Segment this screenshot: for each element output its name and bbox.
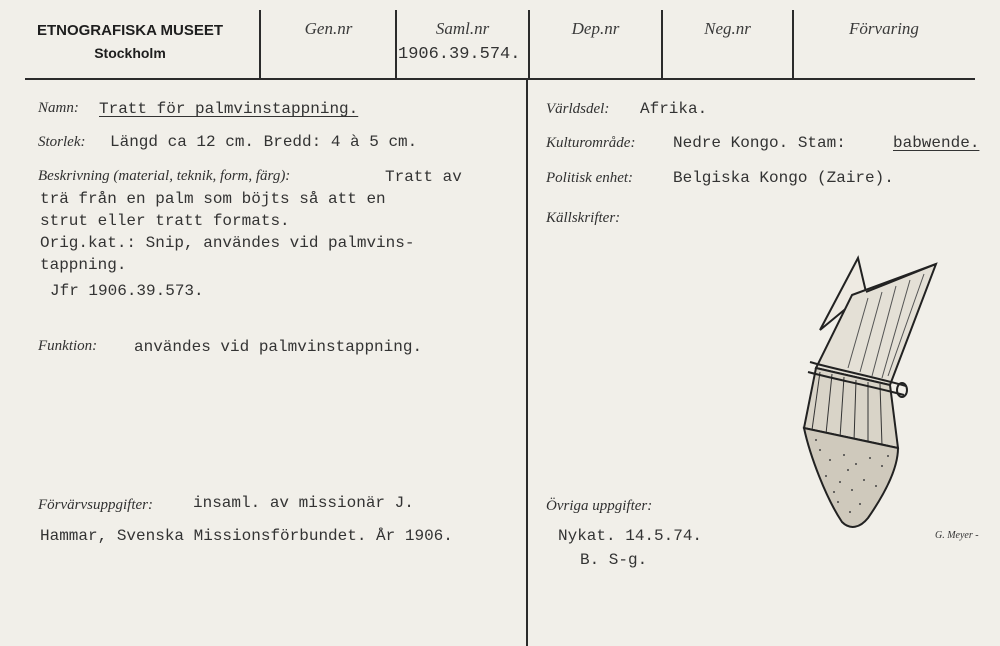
forvarv-line: Hammar, Svenska Missionsförbundet. År 1906.	[40, 527, 453, 545]
header-divider	[259, 10, 261, 78]
beskrivning-line: strut eller tratt formats.	[40, 212, 290, 230]
beskrivning-line: Jfr 1906.39.573.	[50, 282, 204, 300]
politisk-enhet-label: Politisk enhet:	[546, 170, 634, 186]
funktion-value: användes vid palmvinstappning.	[134, 338, 423, 356]
museum-name: ETNOGRAFISKA MUSEET	[36, 22, 224, 39]
column-divider	[526, 78, 528, 646]
ovriga-line: Nykat. 14.5.74.	[558, 527, 703, 545]
kulturomrade-label: Kulturområde:	[546, 135, 636, 151]
forvarv-label: Förvärvsuppgifter:	[38, 497, 153, 513]
beskrivning-line: trä från en palm som böjts så att en	[40, 190, 386, 208]
funnel-illustration	[790, 250, 950, 535]
saml-nr-value: 1906.39.574.	[398, 45, 521, 64]
ovriga-label: Övriga uppgifter:	[546, 498, 653, 514]
politisk-enhet-value: Belgiska Kongo (Zaire).	[673, 169, 894, 187]
beskrivning-line: Tratt av	[385, 168, 462, 186]
storlek-label: Storlek:	[38, 134, 86, 150]
forvarv-line: insaml. av missionär J.	[193, 494, 414, 512]
funktion-label: Funktion:	[38, 338, 98, 354]
saml-nr-label: Saml.nr	[435, 19, 490, 38]
dep-nr-label: Dep.nr	[571, 19, 620, 38]
namn-value: Tratt för palmvinstappning.	[99, 100, 359, 118]
stam-value: babwende.	[893, 134, 980, 152]
namn-label: Namn:	[38, 100, 79, 116]
ovriga-line: B. S-g.	[580, 551, 648, 569]
gen-nr-label: Gen.nr	[304, 19, 353, 38]
varldsdel-value: Afrika.	[640, 100, 708, 118]
header-rule	[25, 78, 975, 80]
beskrivning-line: Orig.kat.: Snip, användes vid palmvins-	[40, 234, 415, 252]
beskrivning-label: Beskrivning (material, teknik, form, färg):	[38, 168, 291, 184]
varldsdel-label: Världsdel:	[546, 101, 610, 117]
kallskrifter-label: Källskrifter:	[546, 210, 621, 226]
kulturomrade-value: Nedre Kongo. Stam:	[673, 134, 846, 152]
beskrivning-line: tappning.	[40, 256, 127, 274]
museum-city: Stockholm	[94, 45, 166, 61]
neg-nr-label: Neg.nr	[704, 19, 751, 38]
forvaring-label: Förvaring	[849, 19, 919, 38]
artist-signature: G. Meyer -	[935, 530, 979, 541]
storlek-value: Längd ca 12 cm. Bredd: 4 à 5 cm.	[110, 133, 418, 151]
